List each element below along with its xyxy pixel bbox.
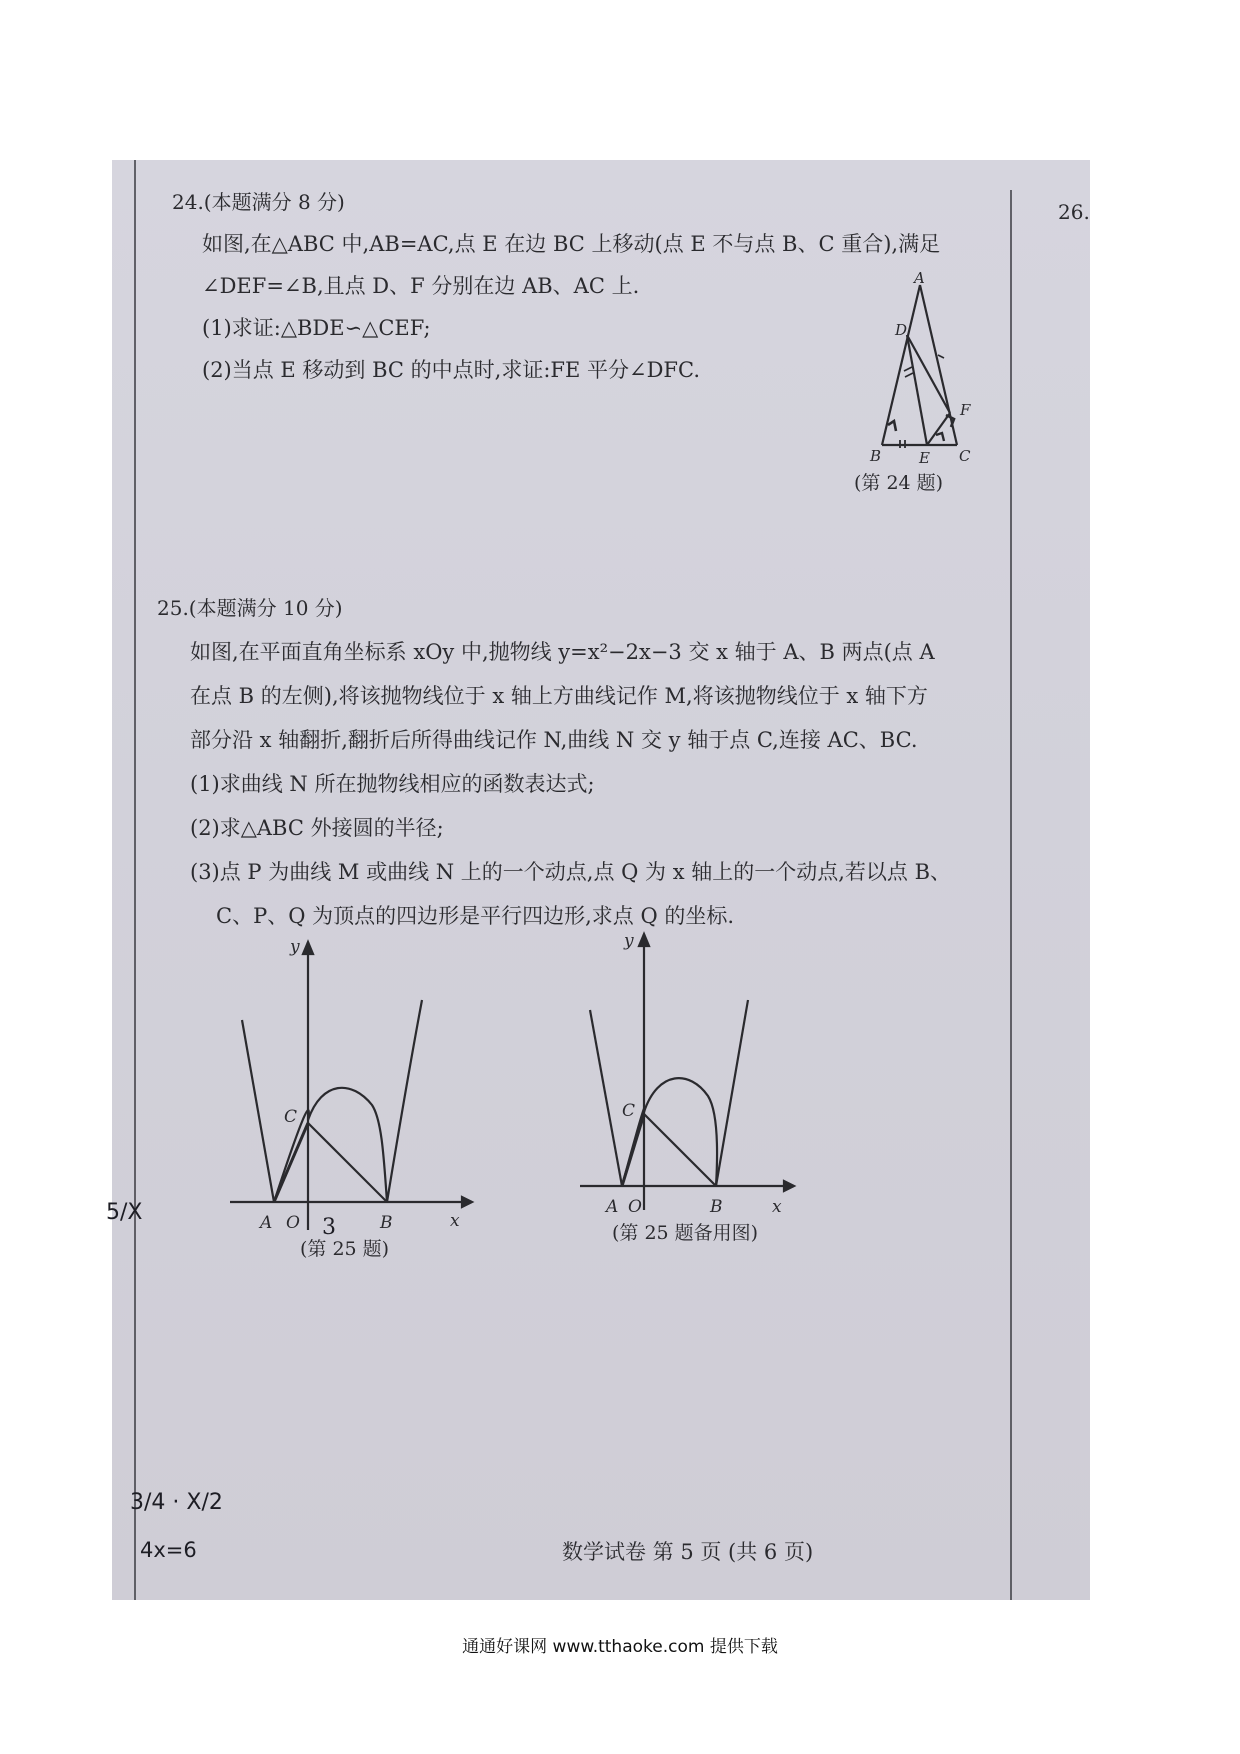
- q25-part3-line2: C、P、Q 为顶点的四边形是平行四边形,求点 Q 的坐标.: [216, 904, 735, 928]
- q24-triangle-figure: [832, 269, 982, 470]
- q24-text-line1: 如图,在△ABC 中,AB=AC,点 E 在边 BC 上移动(点 E 不与点 B、C 重合),满足: [202, 232, 941, 256]
- q25-fig2-y-label: y: [624, 931, 634, 951]
- right-margin-line: [1010, 190, 1012, 1600]
- website-credit: 通通好课网 www.tthaoke.com 提供下载: [462, 1637, 778, 1657]
- q25-fig1-B-label: B: [380, 1213, 393, 1233]
- q24-label-B: B: [870, 447, 882, 465]
- q25-main-figure: [222, 930, 482, 1250]
- q24-label-F: F: [960, 401, 971, 419]
- q25-fig1-O-label: O: [286, 1213, 300, 1233]
- page-footer: 数学试卷 第 5 页 (共 6 页): [562, 1540, 814, 1564]
- q25-fig1-C-label: C: [284, 1107, 298, 1127]
- q25-fig2-A-label: A: [606, 1197, 619, 1217]
- q24-label-E: E: [919, 449, 930, 467]
- q25-text-line1: 如图,在平面直角坐标系 xOy 中,抛物线 y=x²−2x−3 交 x 轴于 A、B 两点(点 A: [190, 640, 935, 664]
- q25-fig2-B-label: B: [710, 1197, 723, 1217]
- q25-fig1-y-label: y: [290, 937, 300, 957]
- q24-part1: (1)求证:△BDE∽△CEF;: [202, 316, 431, 340]
- q25-part1: (1)求曲线 N 所在抛物线相应的函数表达式;: [190, 772, 595, 796]
- q25-part2: (2)求△ABC 外接圆的半径;: [190, 816, 444, 840]
- q25-backup-figure: [572, 930, 832, 1230]
- q25-fig2-caption: (第 25 题备用图): [612, 1222, 759, 1244]
- q25-fig2-C-label: C: [622, 1101, 636, 1121]
- q25-fig2-O-label: O: [628, 1197, 642, 1217]
- q25-fig2-x-label: x: [772, 1197, 782, 1217]
- q25-text-line2: 在点 B 的左侧),将该抛物线位于 x 轴上方曲线记作 M,将该抛物线位于 x 轴下方: [190, 684, 928, 708]
- q24-part2: (2)当点 E 移动到 BC 的中点时,求证:FE 平分∠DFC.: [202, 358, 700, 382]
- q25-fig1-A-label: A: [260, 1213, 273, 1233]
- left-margin-line: [134, 160, 136, 1600]
- q24-header: 24.(本题满分 8 分): [172, 190, 345, 214]
- q25-part3-line1: (3)点 P 为曲线 M 或曲线 N 上的一个动点,点 Q 为 x 轴上的一个动点,若以点 B、: [190, 860, 952, 884]
- q24-text-line2: ∠DEF=∠B,且点 D、F 分别在边 AB、AC 上.: [202, 274, 640, 298]
- handwritten-note-fraction: 3/4 · X/2: [130, 1490, 223, 1515]
- q25-fig1-x-label: x: [450, 1211, 460, 1231]
- exam-page-photo: [106, 160, 1090, 1600]
- q25-text-line3: 部分沿 x 轴翻折,翻折后所得曲线记作 N,曲线 N 交 y 轴于点 C,连接 AC、BC.: [190, 728, 918, 752]
- q24-label-C: C: [959, 447, 971, 465]
- handwritten-note-equation: 4x=6: [140, 1538, 197, 1562]
- handwritten-note-top: 5/X: [106, 1200, 143, 1225]
- q25-header: 25.(本题满分 10 分): [157, 596, 343, 620]
- q25-fig1-caption: (第 25 题): [300, 1238, 390, 1260]
- q24-caption: (第 24 题): [854, 472, 944, 494]
- q24-label-D: D: [895, 321, 908, 339]
- next-question-number: 26.: [1058, 200, 1090, 224]
- handwritten-three: 3: [322, 1215, 336, 1240]
- q24-label-A: A: [914, 269, 925, 287]
